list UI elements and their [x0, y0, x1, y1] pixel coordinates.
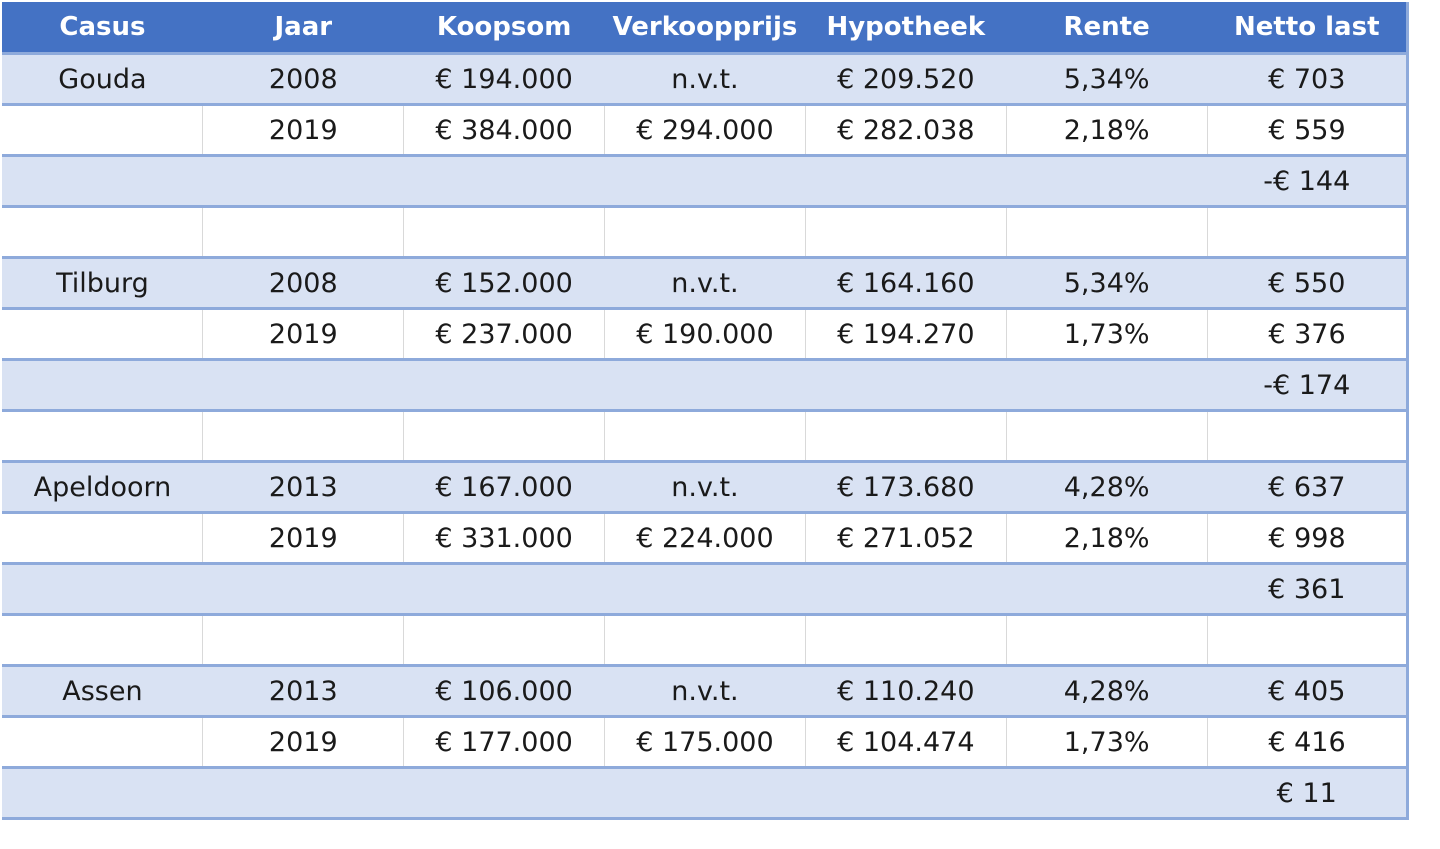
cell-jaar: 2019	[203, 309, 404, 360]
difference-spacer	[2, 360, 1207, 411]
cell-jaar: 2019	[203, 513, 404, 564]
cell-koopsom: € 106.000	[404, 666, 605, 717]
empty-row	[2, 207, 1408, 258]
empty-cell	[203, 207, 404, 258]
cell-koopsom: € 237.000	[404, 309, 605, 360]
cell-verkoopprijs: € 294.000	[605, 105, 806, 156]
cell-jaar: 2019	[203, 105, 404, 156]
header-row	[2, 2, 1408, 54]
header-netto-last: Netto last	[1207, 2, 1408, 54]
header-koopsom: Koopsom	[404, 2, 605, 54]
cell-verkoopprijs: n.v.t.	[605, 462, 806, 513]
cell-koopsom: € 177.000	[404, 717, 605, 768]
cell-netto-verschil: -€ 174	[1207, 360, 1408, 411]
empty-row	[2, 411, 1408, 462]
cell-netto-last: € 376	[1207, 309, 1408, 360]
cell-koopsom: € 331.000	[404, 513, 605, 564]
difference-spacer	[2, 564, 1207, 615]
cell-netto-last: € 550	[1207, 258, 1408, 309]
hypotheek-table	[2, 2, 1409, 820]
table-row	[2, 717, 1408, 768]
difference-row	[2, 360, 1408, 411]
empty-cell	[805, 207, 1006, 258]
cell-jaar: 2013	[203, 666, 404, 717]
cell-netto-verschil: -€ 144	[1207, 156, 1408, 207]
cell-casus	[2, 309, 203, 360]
empty-cell	[404, 411, 605, 462]
cell-verkoopprijs: n.v.t.	[605, 666, 806, 717]
header-hypotheek: Hypotheek	[805, 2, 1006, 54]
cell-verkoopprijs: € 190.000	[605, 309, 806, 360]
cell-koopsom: € 194.000	[404, 54, 605, 105]
cell-casus: Apeldoorn	[2, 462, 203, 513]
cell-jaar: 2019	[203, 717, 404, 768]
table-row	[2, 54, 1408, 105]
cell-hypotheek: € 194.270	[805, 309, 1006, 360]
empty-cell	[203, 411, 404, 462]
empty-cell	[2, 207, 203, 258]
cell-netto-last: € 637	[1207, 462, 1408, 513]
cell-rente: 5,34%	[1006, 54, 1207, 105]
empty-cell	[805, 411, 1006, 462]
cell-verkoopprijs: n.v.t.	[605, 54, 806, 105]
cell-casus: Assen	[2, 666, 203, 717]
difference-spacer	[2, 768, 1207, 819]
cell-netto-last: € 703	[1207, 54, 1408, 105]
empty-cell	[1207, 615, 1408, 666]
empty-cell	[605, 207, 806, 258]
difference-row	[2, 768, 1408, 819]
cell-netto-last: € 998	[1207, 513, 1408, 564]
empty-cell	[805, 615, 1006, 666]
empty-cell	[605, 615, 806, 666]
cell-koopsom: € 384.000	[404, 105, 605, 156]
empty-cell	[1207, 411, 1408, 462]
table-body	[2, 54, 1408, 819]
cell-hypotheek: € 104.474	[805, 717, 1006, 768]
cell-jaar: 2008	[203, 54, 404, 105]
empty-cell	[2, 615, 203, 666]
cell-rente: 4,28%	[1006, 666, 1207, 717]
empty-cell	[1207, 207, 1408, 258]
cell-hypotheek: € 282.038	[805, 105, 1006, 156]
cell-rente: 1,73%	[1006, 717, 1207, 768]
table-row	[2, 258, 1408, 309]
difference-spacer	[2, 156, 1207, 207]
empty-cell	[605, 411, 806, 462]
cell-koopsom: € 167.000	[404, 462, 605, 513]
cell-verkoopprijs: € 175.000	[605, 717, 806, 768]
cell-rente: 4,28%	[1006, 462, 1207, 513]
empty-cell	[1006, 207, 1207, 258]
empty-cell	[2, 411, 203, 462]
header-jaar: Jaar	[203, 2, 404, 54]
empty-cell	[404, 207, 605, 258]
cell-netto-last: € 416	[1207, 717, 1408, 768]
cell-hypotheek: € 209.520	[805, 54, 1006, 105]
cell-netto-verschil: € 361	[1207, 564, 1408, 615]
empty-cell	[404, 615, 605, 666]
header-verkoopprijs: Verkoopprijs	[605, 2, 806, 54]
hypotheek-table-container	[2, 2, 1408, 820]
cell-rente: 2,18%	[1006, 105, 1207, 156]
cell-jaar: 2013	[203, 462, 404, 513]
cell-rente: 2,18%	[1006, 513, 1207, 564]
cell-casus	[2, 717, 203, 768]
cell-hypotheek: € 173.680	[805, 462, 1006, 513]
cell-verkoopprijs: n.v.t.	[605, 258, 806, 309]
cell-jaar: 2008	[203, 258, 404, 309]
empty-cell	[1006, 411, 1207, 462]
table-row	[2, 666, 1408, 717]
cell-rente: 5,34%	[1006, 258, 1207, 309]
cell-hypotheek: € 164.160	[805, 258, 1006, 309]
cell-hypotheek: € 110.240	[805, 666, 1006, 717]
cell-casus: Tilburg	[2, 258, 203, 309]
empty-cell	[203, 615, 404, 666]
cell-casus: Gouda	[2, 54, 203, 105]
header-rente: Rente	[1006, 2, 1207, 54]
cell-rente: 1,73%	[1006, 309, 1207, 360]
cell-netto-last: € 405	[1207, 666, 1408, 717]
header-casus: Casus	[2, 2, 203, 54]
difference-row	[2, 156, 1408, 207]
cell-casus	[2, 105, 203, 156]
cell-verkoopprijs: € 224.000	[605, 513, 806, 564]
table-row	[2, 105, 1408, 156]
cell-netto-verschil: € 11	[1207, 768, 1408, 819]
empty-row	[2, 615, 1408, 666]
table-row	[2, 309, 1408, 360]
empty-cell	[1006, 615, 1207, 666]
table-row	[2, 462, 1408, 513]
cell-casus	[2, 513, 203, 564]
cell-koopsom: € 152.000	[404, 258, 605, 309]
table-row	[2, 513, 1408, 564]
cell-netto-last: € 559	[1207, 105, 1408, 156]
cell-hypotheek: € 271.052	[805, 513, 1006, 564]
difference-row	[2, 564, 1408, 615]
